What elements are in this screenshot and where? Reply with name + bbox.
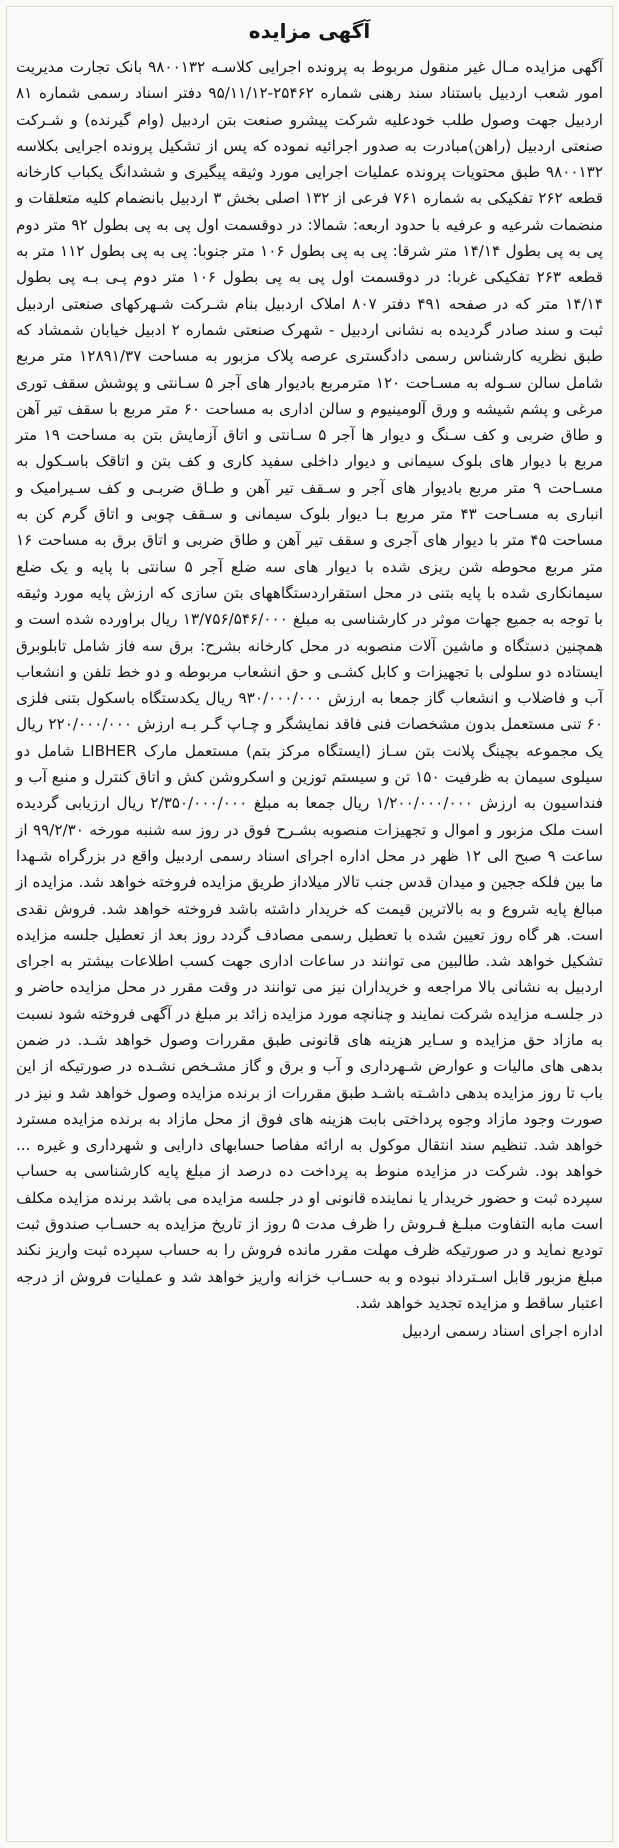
notice-title: آگهی مزایده xyxy=(248,19,371,43)
notice-body: آگهی مزایده مـال غیر منقول مربوط به پرونده اجرایی کلاسـه ۹۸۰۰۱۳۲ بانک تجارت مدیریت امور شعب اردبیل باستناد سند رهنی شماره ۲۵۴۶۲-۹۵/۱۱/۱۲ دفتر اسناد رسمی شماره ۸۱ اردبیل جهت وصول طلب خودعلیه شرکت پیشرو صنعت بتن اردبیل (وام گیرنده) و شـرکت صنعتی اردبیل (راهن)مبادرت به صدور اجرائیه نموده که پس از تشکیل پرونده اجرایی بکلاسه ۹۸۰۰۱۳۲ طبق محتویات پرونده عملیات اجرایی مورد وثیقه پیگیری و ششدانگ یکباب کارخانه قطعه ۲۶۲ تفکیکی به شماره ۷۶۱ فرعی از ۱۳۲ اصلی بخش ۳ اردبیل بانضمام کلیه متعلقات و منضمات شرعیه و عرفیه با حدود اربعه: شمالا: در دوقسمت اول پی به پی بطول ۹۲ متر دوم پی به پی بطول ۱۴/۱۴ متر شرقا: پی به پی بطول ۱۰۶ متر جنوبا: پی به پی بطول ۱۱۲ متر به قطعه ۲۶۳ تفکیکی غربا: در دوقسمت اول پی به پی بطول ۱۰۶ متر دوم پـی بـه پی بطول ۱۴/۱۴ متر که در صفحه ۴۹۱ دفتر ۸۰۷ املاک اردبیل بنام شـرکت شـهرکهای صنعتی اردبیل ثبت و سند صادر گردیده به نشانی اردبیل - شهرک صنعتی شماره ۲ ادبیل خیابان شمشاد که طبق نظریه کارشناس رسمی دادگستری عرصه پلاک مزبور به مساحت ۱۲۸۹۱/۳۷ متر مربع شامل سالن سـوله به مسـاحت ۱۲۰ مترمربع بادیوار های آجر ۵ سـانتی و پوشش سقف توری مرغی و پشم شیشه و ورق آلومینیوم و سالن اداری به مساحت ۶۰ متر مربع با سقف تیر آهن و طاق ضربی و کف سـنگ و دیوار ها آجر ۵ سـانتی و اتاق آزمایش بتن به مساحت ۱۹ متر مربع با دیوار های بلوک سیمانی و دیوار داخلی سفید کاری و کف بتن و اتاقک باسـکول به مسـاحت ۹ متر مربع بادیوار های آجر و سـقف تیر آهن و طـاق ضربـی و کف سـیرامیک و انباری به مسـاحت ۴۳ متر مربع بـا دیوار بلوک سیمانی و سـقف چوبی و اتاق گرم کن به مساحت ۴۵ متر با دیوار های آجری و سقف تیر آهن و طاق ضربی و اتاق برق به مساحت ۱۶ متر مربع محوطه شن ریزی شده با دیوار های سه ضلع آجر ۵ سانتی با پایه و یک ضلع سیمانکاری شده با پایه بتنی در محل استقراردستگاههای بتن سازی که ارزش پایه مورد وثیقه با توجه به جمیع جهات موثر در کارشناسی به مبلغ ۱۳/۷۵۶/۵۴۶/۰۰۰ ریال براورده شده است و همچنین دستگاه و ماشین آلات منصوبه در محل کارخانه بشرح: برق سه فاز شامل تابلوبرق ایستاده دو سلولی با تجهیزات و کابل کشـی و حق انشعاب مربوطه و دو خط تلفن و انشعاب آب و فاضلاب و انشعاب گاز جمعا به ارزش ۹۳۰/۰۰۰/۰۰۰ ریال یکدستگاه باسکول بتنی فلزی ۶۰ تنی مستعمل بدون مشخصات فنی فاقد نمایشگر و چـاپ گـر بـه ارزش ۲۲۰/۰۰۰/۰۰۰ ریال یک مجموعه بچینگ پلانت بتن سـاز (ایستگاه مرکز بتم) مستعمل مارک LIBHER شامل دو سیلوی سیمان به ظرفیت ۱۵۰ تن و سیستم توزین و اسکروشن کش و اتاق کنترل و منبع آب و فنداسیون به ارزش ۱/۲۰۰/۰۰۰/۰۰۰ ریال جمعا به مبلغ ۲/۳۵۰/۰۰۰/۰۰۰ ریال ارزیابی گردیده است ملک مزبور و اموال و تجهیزات منصوبه بشـرح فوق در روز سه شنبه مورخه ۹۹/۲/۳۰ از ساعت ۹ صبح الی ۱۲ ظهر در محل اداره اجرای اسناد رسمی اردبیل واقع در بزرگراه شـهدا ما بین فلکه ججین و میدان قدس جنب تالار میلاداز طریق مزایده فروخته خواهد شد. مزایده از مبالغ پایه شروع و به بالاترین قیمت که خریدار داشته باشد فروخته خواهد شد. فروش نقدی است. هر گاه روز تعیین شده با تعطیل رسمی مصادف گردد روز بعد از تعطیل جلسه مزایده تشکیل خواهد شد. طالبین می توانند در ساعات اداری جهت کسب اطلاعات بیشتر به اجرای اردبیل به نشانی بالا مراجعه و خریداران نیز می توانند در وقت مقرر در محل مزایده حاضر و در جلسـه مزایده شرکت نمایند و چنانچه مورد مزایده زائد بر مبلغ در آگهی فروخته شود نسبت به مازاد حق مزایده و سـایر هزینه های قانونی طبق مقررات وصول خواهد شـد. در ضمن بدهی های مالیات و عوارض شـهرداری و آب و برق و گاز مشـخص نشـده در صورتیکه از این باب تا روز مزایده بدهی داشـته باشـد طبق مقررات از برنده مزایده وصول خواهد شد و نیز در صورت وجود مازاد وجوه پرداختی بابت هزینه های فوق از محل مازاد به برنده مزایده مسترد خواهد شد. تنظیم سند انتقال موکول به ارائه مفاصا حسابهای دارایی و شهرداری و غیره ... خواهد بود. شرکت در مزایده منوط به پرداخت ده درصد از مبلغ پایه کارشناسی به حساب سپرده ثبت و حضور خریدار یا نماینده قانونی او در جلسه مزایده می باشد برنده مزایده مکلف است مابه التفاوت مبلـغ فـروش را ظرف مدت ۵ روز از تاریخ مزایده به حسـاب صندوق ثبت تودیع نماید و در صورتیکه ظرف مهلت مقرر مانده فروش را به حساب سپرده ثبت واریز نکند مبلغ مزبور قابل اسـترداد نبوده و به حسـاب خزانه واریز خواهد شد و عملیات فروش از درجه اعتبار ساقط و مزایده تجدید خواهد شد. xyxy=(16,58,604,1312)
notice-signature: اداره اجرای اسناد رسمی اردبیل xyxy=(402,1322,603,1341)
